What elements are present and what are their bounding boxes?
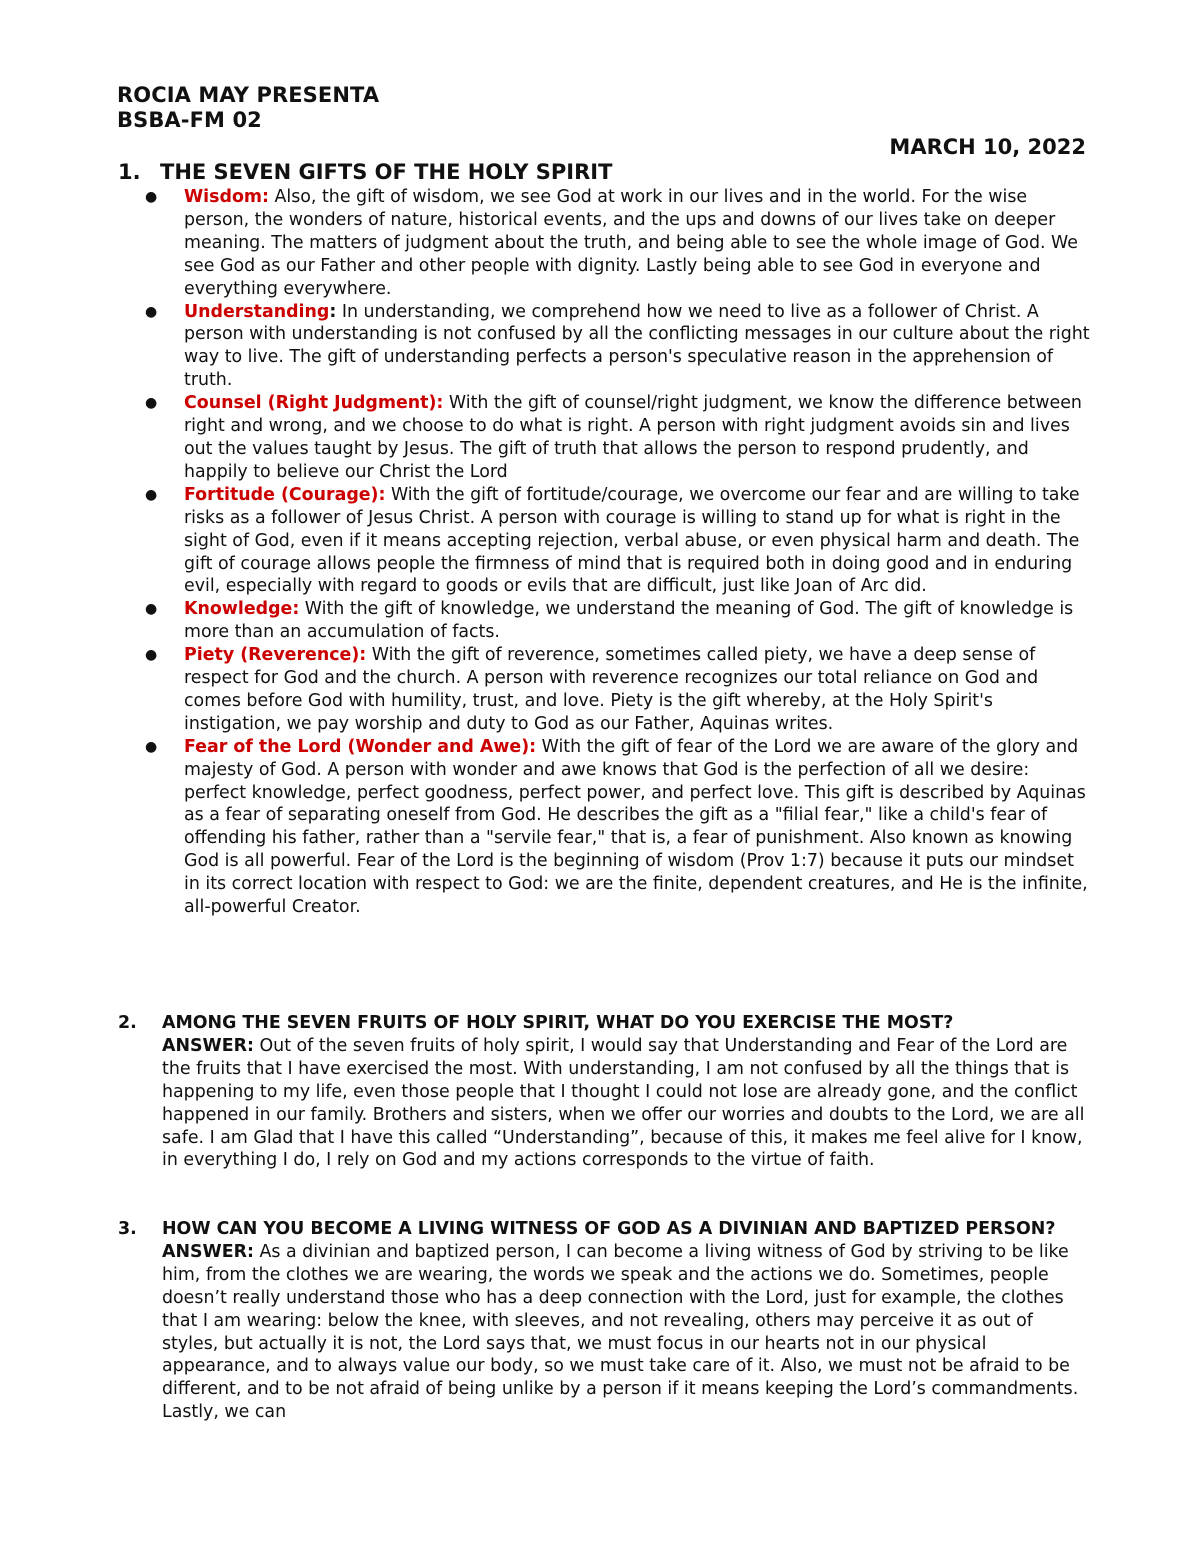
gift-text: With the gift of counsel/right judgment, we know the difference between right and wrong, and we choose to do what is right. A person with right judgment avoids sin and lives out the values taught by Jesus. The gift of truth that allows the person to respond prudently, and happily to believe our Christ the Lord <box>184 393 1082 482</box>
answer-3 <box>162 1241 1093 1424</box>
gift-counsel <box>145 392 1095 484</box>
course-code: BSBA-FM 02 <box>117 108 262 132</box>
answer-3-text: As a divinian and baptized person, I can become a living witness of God by striving to be like him, from the clothes we are wearing, the words we speak and the actions we do. Sometimes, people doesn’t really understand those who has a deep connection with the Lord, just for example, the clothes that I am wearing: below the knee, with sleeves, and not revealing, others may perceive it as out of styles, but actually it is not, the Lord says that, we must focus in our hearts not in our physical appearance, and to always value our body, so we must take care of it. Also, we must not be afraid to be different, and to be not afraid of being unlike by a person if it means keeping the Lord’s commandments. Lastly, we can <box>162 1241 1079 1423</box>
question-3-body <box>162 1218 1093 1424</box>
gift-understanding <box>145 301 1095 393</box>
answer-2 <box>162 1035 1093 1172</box>
gift-wisdom <box>145 186 1095 301</box>
gift-term: Wisdom: <box>184 187 269 207</box>
bullet-icon: ● <box>145 303 158 320</box>
gift-text: With the gift of reverence, sometimes called piety, we have a deep sense of respect for God and the church. A person with reverence recognizes our total reliance on God and comes before God with humility, trust, and love. Piety is the gift whereby, at the Holy Spirit's instigation, we pay worship and duty to God as our Father, Aquinas writes. <box>184 645 1039 734</box>
gift-term: Fear of the Lord (Wonder and Awe): <box>184 736 537 757</box>
answer-label: ANSWER: <box>162 1035 254 1056</box>
question-2-number: 2. <box>118 1013 137 1033</box>
gift-text: With the gift of knowledge, we understand the meaning of God. The gift of knowledge is more than an accumulation of facts. <box>184 599 1074 643</box>
gift-term: Knowledge: <box>184 599 300 620</box>
question-3-number: 3. <box>118 1219 137 1239</box>
question-2 <box>118 1012 1093 1172</box>
gift-term-colon: : <box>329 301 337 322</box>
answer-2-text: Out of the seven fruits of holy spirit, I would say that Understanding and Fear of the Lord are the fruits that I have exercised the most. With understanding, I am not confused by all the things that is happening to my life, even those people that I thought I could not lose are already gone, and the conflict happened in our family. Brothers and sisters, when we offer our worries and doubts to the Lord, we are all safe. I am Glad that I have this called “Understanding”, because of this, it makes me feel alive for I know, in everything I do, I rely on God and my actions corresponds to the virtue of faith. <box>162 1035 1085 1171</box>
gift-text: In understanding, we comprehend how we need to live as a follower of Christ. A person with understanding is not confused by all the conflicting messages in our culture about the right way to live. The gift of understanding perfects a person's speculative reason in the apprehension of truth. <box>184 301 1090 391</box>
question-2-body <box>162 1012 1093 1172</box>
bullet-icon: ● <box>145 486 158 503</box>
section-1-number: 1. <box>118 160 141 184</box>
bullet-icon: ● <box>145 189 158 205</box>
gift-piety <box>145 644 1095 736</box>
gift-term: Understanding <box>184 301 330 322</box>
gift-term: Counsel (Right Judgment): <box>184 393 444 414</box>
section-1-heading: THE SEVEN GIFTS OF THE HOLY SPIRIT <box>160 160 613 184</box>
author-name: ROCIA MAY PRESENTA <box>117 83 380 107</box>
gift-fortitude <box>145 484 1095 599</box>
gift-knowledge <box>145 598 1095 644</box>
question-3 <box>118 1218 1093 1424</box>
question-3-text: HOW CAN YOU BECOME A LIVING WITNESS OF GOD AS A DIVINIAN AND BAPTIZED PERSON? <box>162 1219 1056 1239</box>
gift-term: Piety (Reverence): <box>184 645 367 666</box>
gift-text: With the gift of fortitude/courage, we overcome our fear and are willing to take risks as a follower of Jesus Christ. A person with courage is willing to stand up for what is right in the sight of God, even if it means accepting rejection, verbal abuse, or even physical harm and death. The gift of courage allows people the firmness of mind that is required both in doing good and in enduring evil, especially with regard to goods or evils that are difficult, just like Joan of Arc did. <box>184 484 1080 597</box>
gift-text: With the gift of fear of the Lord we are aware of the glory and majesty of God. A person with wonder and awe knows that God is the perfection of all we desire: perfect knowledge, perfect goodness, perfect power, and perfect love. This gift is described by Aquinas as a fear of separating oneself from God. He describes the gift as a "filial fear," like a child's fear of offending his father, rather than a "servile fear," that is, a fear of punishment. Also known as knowing God is all powerful. Fear of the Lord is the beginning of wisdom (Prov 1:7) because it puts our mindset in its correct location with respect to God: we are the finite, dependent creatures, and He is the infinite, all-powerful Creator. <box>184 736 1088 918</box>
bullet-icon: ● <box>145 395 158 412</box>
gifts-list <box>145 186 1095 919</box>
gift-term: Fortitude (Courage): <box>184 484 386 505</box>
gift-text: Also, the gift of wisdom, we see God at work in our lives and in the world. For the wise person, the wonders of nature, historical events, and the ups and downs of our lives take on deeper meaning. The matters of judgment about the truth, and being able to see the whole image of God. We see God as our Father and other people with dignity. Lastly being able to see God in everyone and everything everywhere. <box>184 187 1078 299</box>
bullet-icon: ● <box>145 647 158 664</box>
gift-fear-of-the-lord <box>145 736 1095 919</box>
document-date: MARCH 10, 2022 <box>889 135 1086 159</box>
answer-label: ANSWER: <box>162 1241 254 1262</box>
question-2-text: AMONG THE SEVEN FRUITS OF HOLY SPIRIT, WHAT DO YOU EXERCISE THE MOST? <box>162 1013 954 1033</box>
bullet-icon: ● <box>145 601 158 618</box>
section-1-title <box>118 160 612 184</box>
bullet-icon: ● <box>145 738 158 755</box>
